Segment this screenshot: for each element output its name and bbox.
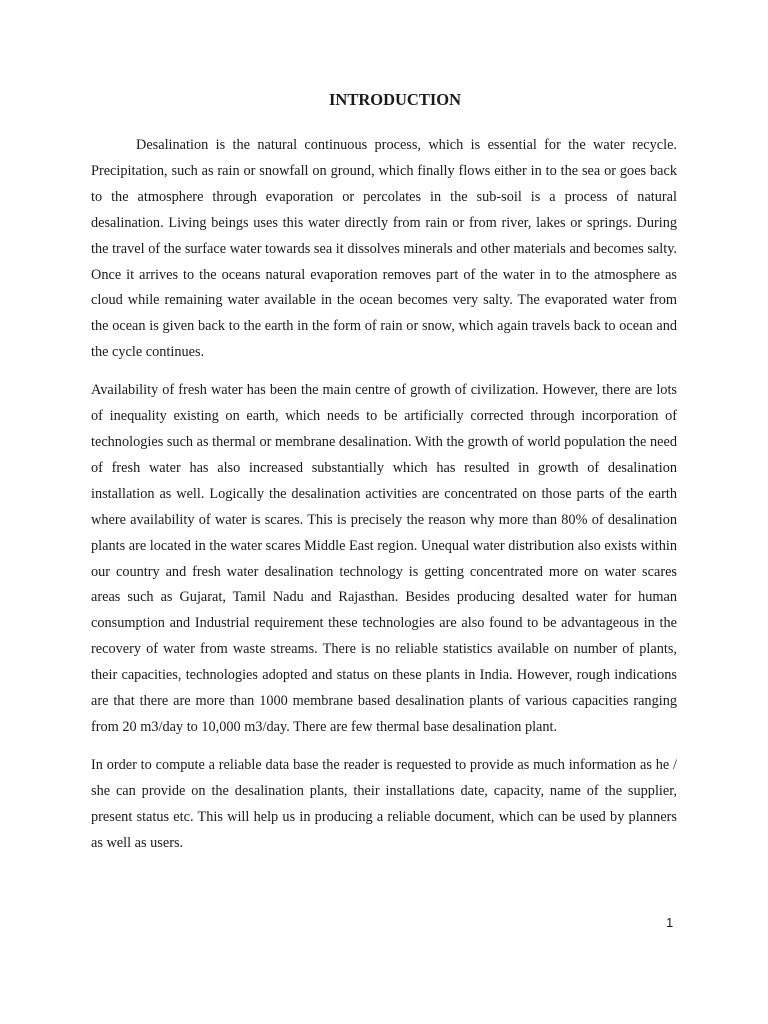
paragraph-reader-request: In order to compute a reliable data base the reader is requested to provide as much information as he / she can provide on the desalination plants, their installations date, capacity, name of the supplier, present status etc. This will help us in producing a reliable document, which can be used by planners as well as users.	[91, 756, 677, 851]
page-number: 1	[666, 915, 674, 930]
page-title: INTRODUCTION	[328, 90, 462, 109]
body-text	[91, 133, 677, 856]
paragraph-desalination-process: Desalination is the natural continuous process, which is essential for the water recycle. Precipitation, such as rain or snowfall on ground, which finally flows either in to the sea or goes back to the atmosphere through evaporation or percolates in the sub-soil is a process of natural desalination. Living beings uses this water directly from rain or from river, lakes or springs. During the travel of the surface water towards sea it dissolves minerals and other materials and becomes salty. Once it arrives to the oceans natural evaporation removes part of the water in to the atmosphere as cloud while remaining water available in the ocean becomes very salty. The evaporated water from the ocean is given back to the earth in the form of rain or snow, which again travels back to ocean and the cycle continues.	[91, 137, 677, 361]
paragraph-fresh-water-availability: Availability of fresh water has been the main centre of growth of civilization. However, there are lots of inequality existing on earth, which needs to be artificially corrected through incorporation of technologies such as thermal or membrane desalination. With the growth of world population the need of fresh water has also increased substantially which has resulted in growth of desalination installation as well. Logically the desalination activities are concentrated on those parts of the earth where availability of water is scares. This is precisely the reason why more than 80% of desalination plants are located in the water scares Middle East region. Unequal water distribution also exists within our country and fresh water desalination technology is getting concentrated more on water scares areas such as Gujarat, Tamil Nadu and Rajasthan. Besides producing desalted water for human consumption and Industrial requirement these technologies are also found to be advantageous in the recovery of water from waste streams. There is no reliable statistics available on number of plants, their capacities, technologies adopted and status on these plants in India. However, rough indications are that there are more than 1000 membrane based desalination plants of various capacities ranging from 20 m3/day to 10,000 m3/day. There are few thermal base desalination plant.	[91, 382, 678, 735]
